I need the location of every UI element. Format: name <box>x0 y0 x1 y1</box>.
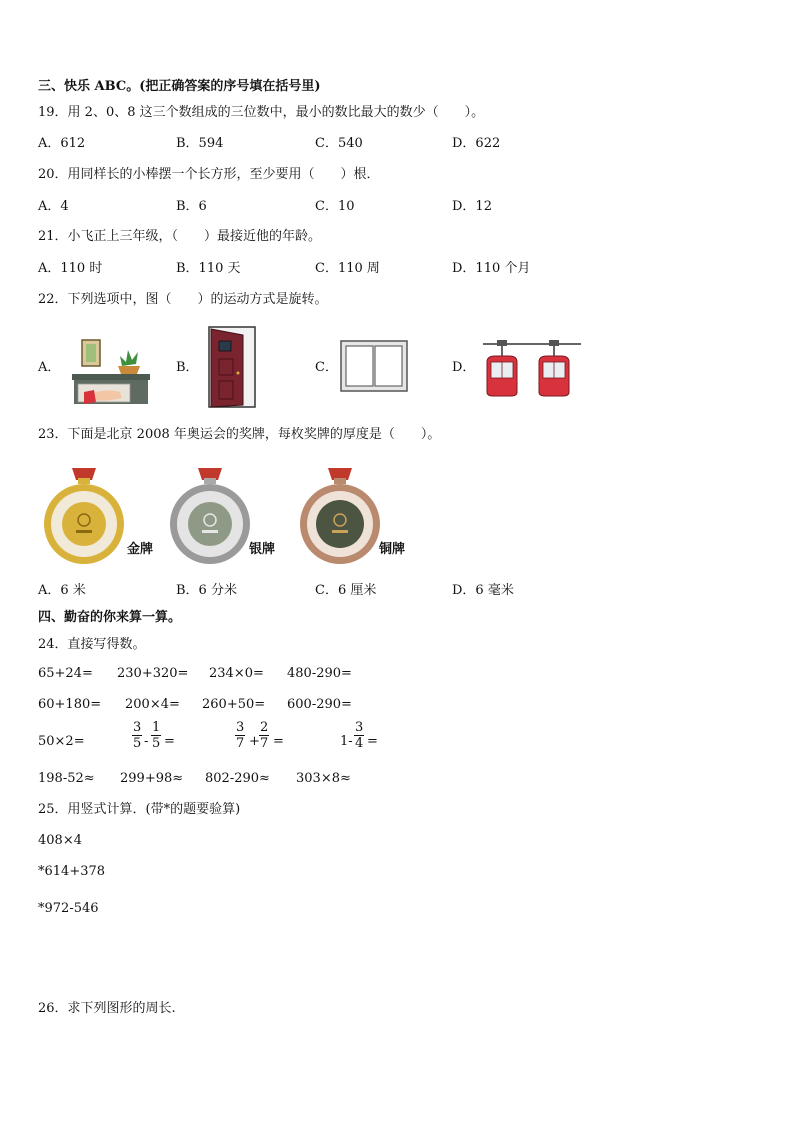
q23-option-d[interactable]: D．6 毫米 <box>452 583 514 598</box>
sliding-window-icon <box>340 340 408 392</box>
calc-item: 260+50= <box>202 697 266 712</box>
drawer-picture-icon <box>70 332 152 408</box>
q22-option-a[interactable]: A． <box>38 360 61 375</box>
fraction: $\frac{3}{4}$ <box>355 720 364 751</box>
question-19-stem: 19．用 2、0、8 这三个数组成的三位数中，最小的数比最大的数少（ ）。 <box>38 105 485 120</box>
equals: = <box>273 734 284 749</box>
fraction: $\frac{3}{7}$ <box>236 720 245 751</box>
question-21-stem: 21．小飞正上三年级，（ ）最接近他的年龄。 <box>38 229 322 244</box>
calc-item: 200×4= <box>125 697 180 712</box>
calc-item: 234×0= <box>209 666 264 681</box>
q21-option-b[interactable]: B．110 天 <box>176 261 241 276</box>
door-icon <box>207 325 257 409</box>
q20-option-d[interactable]: D．12 <box>452 199 492 214</box>
gold-medal-icon <box>40 468 128 564</box>
fraction: $\frac{3}{5}$ <box>133 720 142 751</box>
calc-item: 303×8≈ <box>296 771 351 786</box>
q19-option-d[interactable]: D．622 <box>452 136 501 151</box>
operator: + <box>249 734 260 749</box>
q22-option-c[interactable]: C． <box>315 360 338 375</box>
bronze-medal-icon <box>296 468 384 564</box>
vertical-calc-item: 408×4 <box>38 833 82 848</box>
calc-item: 65+24= <box>38 666 93 681</box>
calc-item: 600-290= <box>287 697 352 712</box>
q22-option-b[interactable]: B． <box>176 360 199 375</box>
operator: - <box>144 734 149 749</box>
bronze-medal-label: 铜牌 <box>379 542 406 557</box>
q20-option-c[interactable]: C．10 <box>315 199 355 214</box>
operator: 1- <box>340 734 353 749</box>
question-23-stem: 23．下面是北京 2008 年奥运会的奖牌，每枚奖牌的厚度是（ ）。 <box>38 427 441 442</box>
q20-option-a[interactable]: A．4 <box>38 199 69 214</box>
vertical-calc-item: *614+378 <box>38 864 106 879</box>
silver-medal-label: 银牌 <box>249 542 276 557</box>
q23-option-a[interactable]: A．6 米 <box>38 583 86 598</box>
question-22-stem: 22．下列选项中，图（ ）的运动方式是旋转。 <box>38 292 328 307</box>
calc-item: 60+180= <box>38 697 102 712</box>
silver-medal-icon <box>166 468 254 564</box>
q22-option-d[interactable]: D． <box>452 360 476 375</box>
fraction: $\frac{1}{5}$ <box>152 720 161 751</box>
q21-option-a[interactable]: A．110 时 <box>38 261 103 276</box>
equals: = <box>164 734 175 749</box>
question-26-stem: 26．求下列图形的周长. <box>38 1001 176 1016</box>
q20-option-b[interactable]: B．6 <box>176 199 207 214</box>
q21-option-c[interactable]: C．110 周 <box>315 261 380 276</box>
q23-option-b[interactable]: B．6 分米 <box>176 583 237 598</box>
section-4-title: 四、勤奋的你来算一算。 <box>38 610 182 625</box>
section-3-title: 三、快乐 ABC。(把正确答案的序号填在括号里) <box>38 79 321 94</box>
q19-option-b[interactable]: B．594 <box>176 136 224 151</box>
cable-car-icon <box>483 336 581 398</box>
calc-item: 230+320= <box>117 666 189 681</box>
question-20-stem: 20．用同样长的小棒摆一个长方形，至少要用（ ）根． <box>38 167 380 182</box>
calc-item: 480-290= <box>287 666 352 681</box>
q23-option-c[interactable]: C．6 厘米 <box>315 583 377 598</box>
question-25-stem: 25．用竖式计算．(带*的题要验算) <box>38 802 241 817</box>
calc-item: 299+98≈ <box>120 771 184 786</box>
vertical-calc-item: *972-546 <box>38 901 99 916</box>
calc-item: 198-52≈ <box>38 771 95 786</box>
calc-item: 50×2= <box>38 734 85 749</box>
equals: = <box>367 734 378 749</box>
fraction: $\frac{2}{7}$ <box>260 720 269 751</box>
q21-option-d[interactable]: D．110 个月 <box>452 261 531 276</box>
calc-item: 802-290≈ <box>205 771 270 786</box>
q19-option-a[interactable]: A．612 <box>38 136 86 151</box>
q19-option-c[interactable]: C．540 <box>315 136 363 151</box>
question-24-stem: 24．直接写得数。 <box>38 637 146 652</box>
gold-medal-label: 金牌 <box>127 542 154 557</box>
